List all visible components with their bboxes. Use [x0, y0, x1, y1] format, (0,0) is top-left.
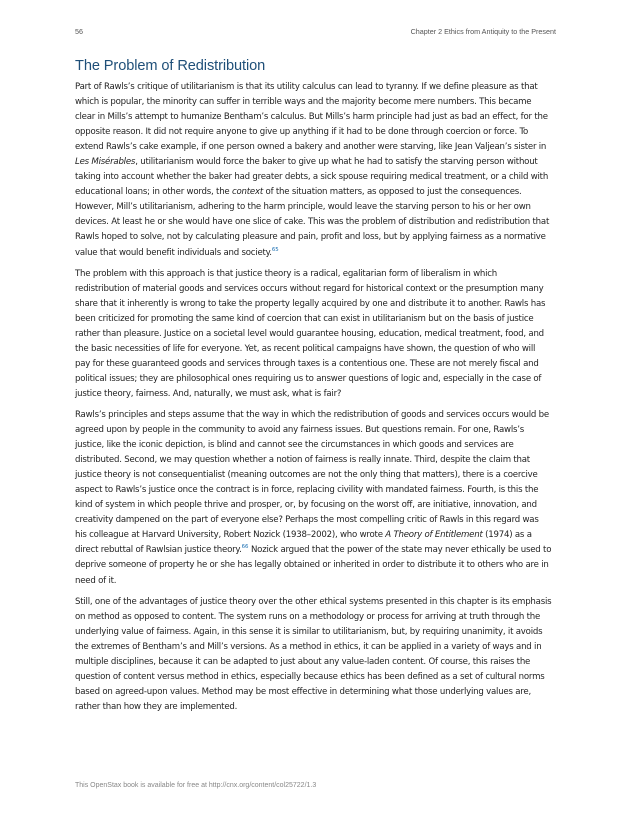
- paragraph-3: [75, 408, 552, 589]
- page-footer: This OpenStax book is available for free at http://cnx.org/content/col25722/1.3: [75, 782, 317, 789]
- footnote-link-66[interactable]: 66: [241, 544, 249, 551]
- section-title: The Problem of Redistribution: [75, 58, 266, 74]
- page-number: 56: [75, 27, 83, 36]
- paragraph-1-text-a: Part of Rawls’s critique of utilitarianism is that its utility calculus can lead to tyranny. If we define pleasure as that which is popular, the minority can suffer in terrible ways and the majority become mere numbers. This became clear in Mills’s attempt to humanize Bentham’s calculus. But Mills’s harm principle had just as bad an effect, for the opposite reason. It did not require anyone to give up anything if it had to be done through coercion or force. To extend Rawls’s cake example, if one person owned a bakery and another were starving, like Jean Valjean’s sister in: [75, 82, 548, 153]
- paragraph-4: Still, one of the advantages of justice theory over the other ethical systems presented in this chapter is its emphasis on method as opposed to content. The system runs on a methodology or process for arriving at truth through the underlying value of fairness. Again, in this sense it is similar to utilitarianism, but, by requiring unanimity, it avoids the extremes of Bentham’s and Mill’s versions. As a method in ethics, it can be applied in a variety of ways and in multiple disciplines, because it can be adapted to just about any value-laden content. Of course, this raises the question of content versus method in ethics, especially because ethics has been defined as a set of cultural norms based on agreed-upon values. Method may be most effective in determining what those underlying values are, rather than how they are implemented.: [75, 596, 552, 712]
- body-text: [75, 80, 552, 721]
- running-header: Chapter 2 Ethics from Antiquity to the Present: [410, 27, 556, 36]
- paragraph-2: The problem with this approach is that justice theory is a radical, egalitarian form of liberalism in which redistribution of material goods and services occurs without regard for historical context or the presumption many share that it inherently is wrong to take the property legally acquired by one and distribute it to another. Rawls has been criticized for promoting the same kind of coercion that can exist in utilitarianism but on the basis of justice rather than pleasure. Justice on a societal level would guarantee housing, education, medical treatment, food, and the basic necessities of life for everyone. Yet, as recent political campaigns have shown, the question of who will pay for these guaranteed goods and services through taxes is a contentious one. These are not merely fiscal and political issues; they are philosophical ones requiring us to answer questions of logic and, especially in the case of justice theory, fairness. And, naturally, we must ask, what is fair?: [75, 268, 546, 399]
- paragraph-1-text-b: , utilitarianism would force the baker to give up what he had to satisfy the starving person without taking into account whether the baker had greater debts, a sick spouse requiring medical treatment, or a child with educational loans; in other words, the: [75, 157, 549, 198]
- paragraph-3-text-c: Nozick argued that the power of the state may never ethically be used to deprive someone of property he or she has legally obtained or inherited in order to distribute it to others who are in need of it.: [75, 545, 552, 586]
- paragraph-1: [75, 80, 552, 261]
- paragraph-1-text-c: of the situation matters, as opposed to just the consequences. However, Mill’s utilitarianism, adhering to the harm principle, would leave the starving person to his or her own devices. At least he or she would have one slice of cake. This was the problem of distribution and redistribution that Rawls hoped to solve, not by calculating pleasure and pain, profit and loss, but by applying fairness as a normative value that would benefit individuals and society.: [75, 187, 550, 258]
- footnote-link-65[interactable]: 65: [271, 246, 279, 253]
- paragraph-3-text-b: (1974) as a direct rebuttal of Rawlsian justice theory.: [75, 530, 532, 556]
- italic-word-context: context: [232, 187, 264, 198]
- italic-title-les-miserables: Les Misérables: [75, 157, 136, 168]
- paragraph-3-text-a: Rawls’s principles and steps assume that the way in which the redistribution of goods and services occurs would be agreed upon by people in the community to avoid any fairness issues. But questions remain. For one, Rawls’s justice, like the iconic depiction, is blind and cannot see the circumstances in which goods and services are distributed. Second, we may question whether a notion of fairness is really innate. Third, despite the claim that justice theory is not consequentialist (meaning outcomes are not the only thing that matters), there is a coercive aspect to Rawls’s justice once the contract is in force, replacing civility with mandated fairness. Fourth, is this the kind of system in which people thrive and prosper, or, by focusing on the worst off, are initiative, innovation, and creativity dampened on the part of everyone else? Perhaps the most compelling critic of Rawls in this regard was his colleague at Harvard University, Robert Nozick (1938–2002), who wrote: [75, 409, 549, 541]
- italic-title-theory-of-entitlement: A Theory of Entitlement: [385, 530, 483, 541]
